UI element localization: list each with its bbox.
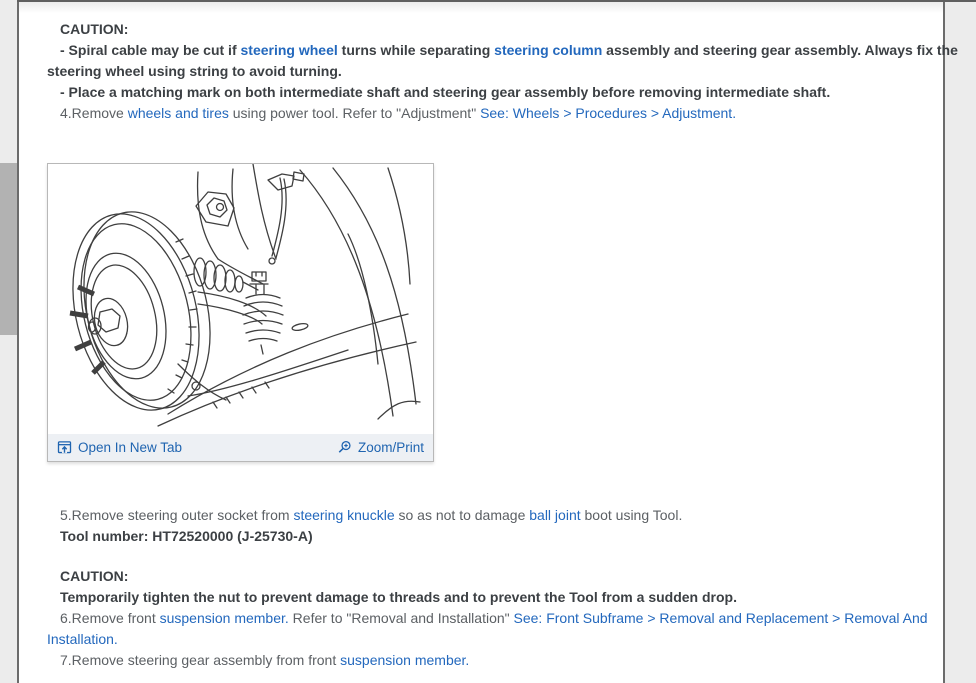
text-line <box>47 40 958 61</box>
open-in-new-tab-label: Open In New Tab <box>78 440 183 455</box>
left-scrollbar-thumb[interactable] <box>0 163 17 335</box>
text-line <box>47 505 931 526</box>
text-block-bottom <box>47 505 931 671</box>
text-span: so as not to damage <box>394 507 530 523</box>
text-line <box>47 650 931 671</box>
text-link[interactable]: steering knuckle <box>293 507 395 523</box>
text-span: 6.Remove front <box>60 610 160 626</box>
text-span: assembly and steering gear assembly. Always fix the <box>602 42 958 58</box>
text-link[interactable]: See: Front Subframe > Removal and Replacement > Removal And <box>513 610 928 626</box>
text-span: Tool number: HT72520000 (J-25730-A) <box>60 528 313 544</box>
text-span: CAUTION: <box>60 21 129 37</box>
text-line <box>47 587 931 608</box>
text-line <box>47 608 931 629</box>
figure-toolbar <box>48 434 433 461</box>
text-span: - Place a matching mark on both intermediate shaft and steering gear assembly before removing intermediate shaft. <box>60 84 831 100</box>
text-span: CAUTION: <box>60 568 129 584</box>
open-in-new-tab-icon <box>57 440 72 455</box>
zoom-print-label: Zoom/Print <box>357 440 424 455</box>
content-panel <box>17 0 958 683</box>
text-link[interactable]: steering column <box>494 42 603 58</box>
text-block-top <box>47 19 958 124</box>
figure-box <box>47 163 434 462</box>
text-link[interactable]: steering wheel <box>240 42 338 58</box>
left-scrollbar-track[interactable] <box>0 0 17 683</box>
text-line <box>47 103 931 124</box>
text-link[interactable]: Installation. <box>47 631 118 647</box>
top-border-line <box>17 0 976 2</box>
procedure-content <box>19 0 958 671</box>
text-span: steering wheel using string to avoid turning. <box>47 63 342 79</box>
text-line <box>47 19 931 40</box>
text-link[interactable]: suspension member. <box>159 610 289 626</box>
text-link[interactable]: ball joint <box>529 507 581 523</box>
text-link[interactable]: wheels and tires <box>127 105 229 121</box>
brake-knuckle-diagram <box>48 164 433 434</box>
text-line <box>47 526 931 547</box>
text-span: turns while separating <box>337 42 495 58</box>
text-span: 5.Remove steering outer socket from <box>60 507 294 523</box>
text-line <box>47 82 931 103</box>
text-span: using power tool. Refer to "Adjustment" <box>228 105 481 121</box>
text-span: 4.Remove <box>60 105 128 121</box>
brake-assembly-illustration <box>48 164 433 434</box>
text-span: 7.Remove steering gear assembly from front <box>60 652 341 668</box>
zoom-print-button[interactable] <box>337 437 424 458</box>
open-in-new-tab-button[interactable] <box>57 437 182 458</box>
spacer <box>47 547 931 566</box>
text-link[interactable]: See: Wheels > Procedures > Adjustment. <box>480 105 737 121</box>
text-span: Temporarily tighten the nut to prevent damage to threads and to prevent the Tool from a sudden drop. <box>60 589 737 605</box>
text-line <box>47 629 931 650</box>
text-span: Refer to "Removal and Installation" <box>288 610 514 626</box>
text-line <box>47 566 931 587</box>
text-span: boot using Tool. <box>580 507 683 523</box>
zoom-plus-icon <box>337 440 352 455</box>
text-link[interactable]: suspension member. <box>340 652 470 668</box>
text-span: - Spiral cable may be cut if <box>60 42 241 58</box>
text-line <box>47 61 931 82</box>
